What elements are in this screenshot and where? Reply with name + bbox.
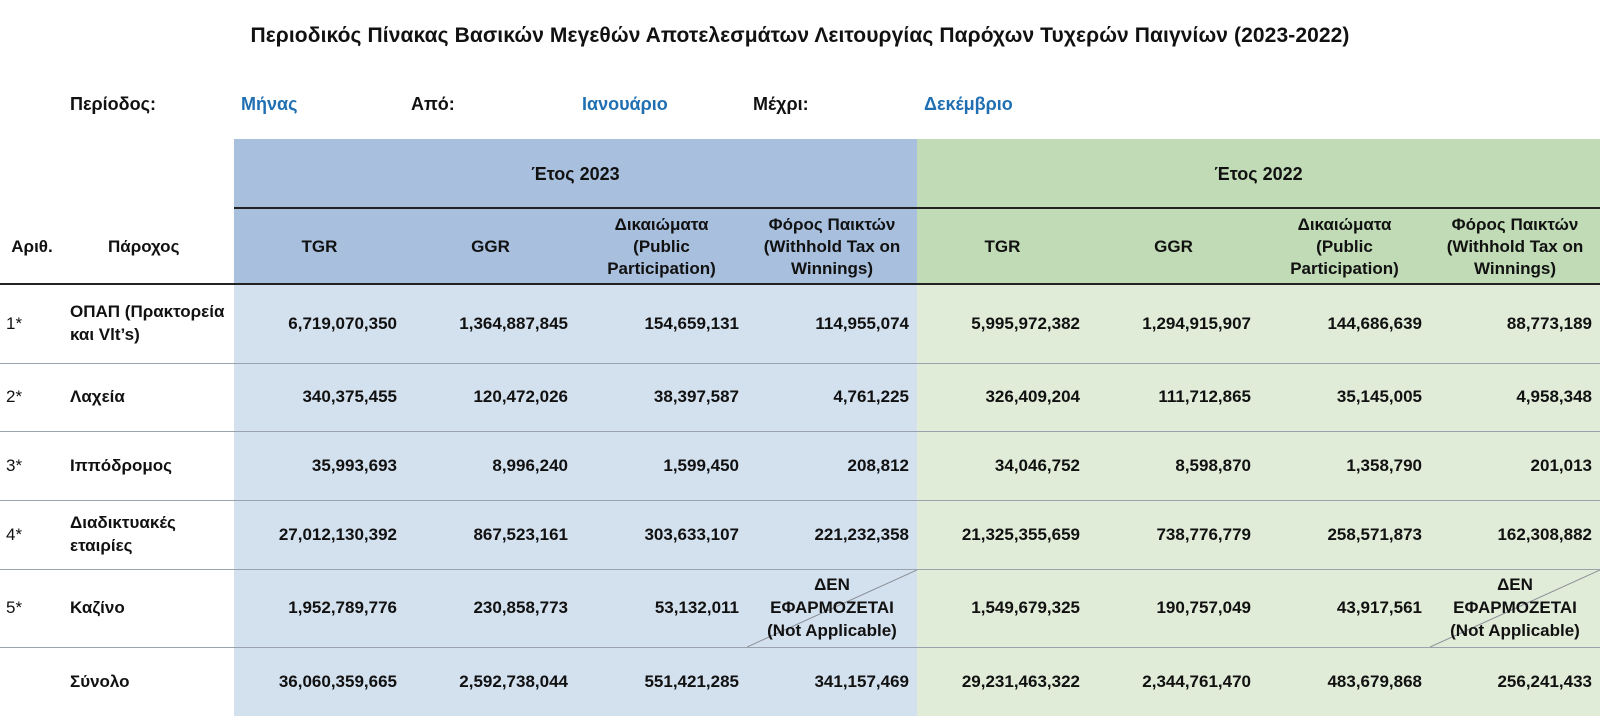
value-tax-2023: 4,761,225 xyxy=(833,387,909,407)
value-tax-2023: 114,955,074 xyxy=(815,313,909,333)
value-tax-2022: 201,013 xyxy=(1530,455,1592,475)
to-value[interactable]: Δεκέμβριο xyxy=(924,94,1013,114)
not-applicable-cell xyxy=(1430,570,1600,647)
total-tgr-2022: 29,231,463,322 xyxy=(961,671,1080,691)
col-header-tax-2023: Φόρος Παικτών (Withhold Tax on Winnings) xyxy=(763,214,901,279)
value-tgr-2022: 326,409,204 xyxy=(985,387,1080,407)
value-tgr-2022: 1,549,679,325 xyxy=(971,598,1080,618)
year-2023-heading: Έτος 2023 xyxy=(531,164,620,184)
year-2022-heading: Έτος 2022 xyxy=(1214,164,1303,184)
value-ggr-2022: 190,757,049 xyxy=(1156,598,1251,618)
value-rights-2023: 53,132,011 xyxy=(654,598,739,618)
page-title: Περιοδικός Πίνακας Βασικών Μεγεθών Αποτελεσμάτων Λειτουργίας Παρόχων Τυχερών Παιγνίων (2023-2022) xyxy=(250,24,1350,47)
col-header-ggr-2023: GGR xyxy=(471,236,510,256)
col-header-ggr-2022: GGR xyxy=(1154,236,1193,256)
value-ggr-2023: 230,858,773 xyxy=(473,598,568,618)
provider-name: Καζίνο xyxy=(70,598,125,618)
value-rights-2023: 1,599,450 xyxy=(663,455,739,475)
results-table xyxy=(0,139,1600,716)
row-index: 1* xyxy=(6,313,23,333)
provider-name: ΟΠΑΠ (Πρακτορεία και Vlt’s) xyxy=(70,302,225,344)
col-header-rights-2023: Δικαιώματα (Public Participation) xyxy=(607,214,716,279)
row-index: 5* xyxy=(6,598,23,618)
value-ggr-2022: 111,712,865 xyxy=(1158,387,1251,407)
total-rights-2023: 551,421,285 xyxy=(644,671,739,691)
period-label: Περίοδος: xyxy=(70,94,156,114)
period-value[interactable]: Μήνας xyxy=(241,94,298,114)
to-label: Μέχρι: xyxy=(753,94,809,114)
value-tgr-2022: 21,325,355,659 xyxy=(961,524,1080,544)
total-tax-2022: 256,241,433 xyxy=(1497,671,1592,691)
value-tgr-2022: 5,995,972,382 xyxy=(971,313,1080,333)
na-text: ΔΕΝ xyxy=(1497,575,1533,595)
row-index: 4* xyxy=(6,524,23,544)
value-tax-2022: 88,773,189 xyxy=(1506,313,1592,333)
value-ggr-2023: 867,523,161 xyxy=(473,524,568,544)
total-tax-2023: 341,157,469 xyxy=(814,671,909,691)
na-text: (Not Applicable) xyxy=(767,620,897,640)
col-header-tgr-2022: TGR xyxy=(984,236,1021,256)
total-tgr-2023: 36,060,359,665 xyxy=(278,671,397,691)
value-rights-2023: 303,633,107 xyxy=(644,524,739,544)
total-ggr-2022: 2,344,761,470 xyxy=(1142,671,1251,691)
value-tgr-2023: 1,952,789,776 xyxy=(288,598,397,618)
na-text: ΔΕΝ xyxy=(814,575,850,595)
value-rights-2022: 43,917,561 xyxy=(1336,598,1422,618)
value-tgr-2023: 340,375,455 xyxy=(302,387,397,407)
total-rights-2022: 483,679,868 xyxy=(1327,671,1422,691)
provider-name: Διαδικτυακές εταιρίες xyxy=(70,513,176,555)
na-text: ΕΦΑΡΜΟΖΕΤΑΙ xyxy=(1453,598,1577,618)
value-rights-2022: 1,358,790 xyxy=(1346,455,1422,475)
value-tax-2023: 221,232,358 xyxy=(814,524,909,544)
period-filter-row xyxy=(0,94,1600,120)
value-ggr-2023: 8,996,240 xyxy=(492,455,568,475)
col-header-provider: Πάροχος xyxy=(108,236,180,256)
value-tax-2022: 4,958,348 xyxy=(1516,387,1592,407)
value-tax-2022: 162,308,882 xyxy=(1497,524,1592,544)
col-header-tgr-2023: TGR xyxy=(301,236,338,256)
value-ggr-2023: 1,364,887,845 xyxy=(459,313,568,333)
provider-name: Ιππόδρομος xyxy=(70,455,172,475)
value-rights-2023: 38,397,587 xyxy=(653,387,739,407)
col-header-tax-2022: Φόρος Παικτών (Withhold Tax on Winnings) xyxy=(1446,214,1584,279)
na-text: (Not Applicable) xyxy=(1450,620,1580,640)
row-index: 2* xyxy=(6,387,23,407)
not-applicable-cell xyxy=(747,570,917,647)
total-label: Σύνολο xyxy=(70,671,130,691)
na-text: ΕΦΑΡΜΟΖΕΤΑΙ xyxy=(770,598,894,618)
value-tgr-2022: 34,046,752 xyxy=(994,455,1080,475)
value-ggr-2023: 120,472,026 xyxy=(473,387,568,407)
value-tgr-2023: 27,012,130,392 xyxy=(278,524,397,544)
value-rights-2023: 154,659,131 xyxy=(644,313,739,333)
provider-name: Λαχεία xyxy=(70,387,125,407)
row-index: 3* xyxy=(6,455,23,475)
total-ggr-2023: 2,592,738,044 xyxy=(459,671,568,691)
from-label: Από: xyxy=(411,94,455,114)
value-ggr-2022: 738,776,779 xyxy=(1156,524,1251,544)
value-rights-2022: 258,571,873 xyxy=(1327,524,1422,544)
from-value[interactable]: Ιανουάριο xyxy=(582,94,668,114)
value-rights-2022: 144,686,639 xyxy=(1327,313,1422,333)
value-rights-2022: 35,145,005 xyxy=(1336,387,1422,407)
value-ggr-2022: 8,598,870 xyxy=(1175,455,1251,475)
col-header-rights-2022: Δικαιώματα (Public Participation) xyxy=(1290,214,1399,279)
value-ggr-2022: 1,294,915,907 xyxy=(1142,313,1251,333)
col-header-index: Αριθ. xyxy=(11,236,53,256)
value-tgr-2023: 6,719,070,350 xyxy=(288,313,397,333)
value-tax-2023: 208,812 xyxy=(847,455,909,475)
value-tgr-2023: 35,993,693 xyxy=(311,455,397,475)
